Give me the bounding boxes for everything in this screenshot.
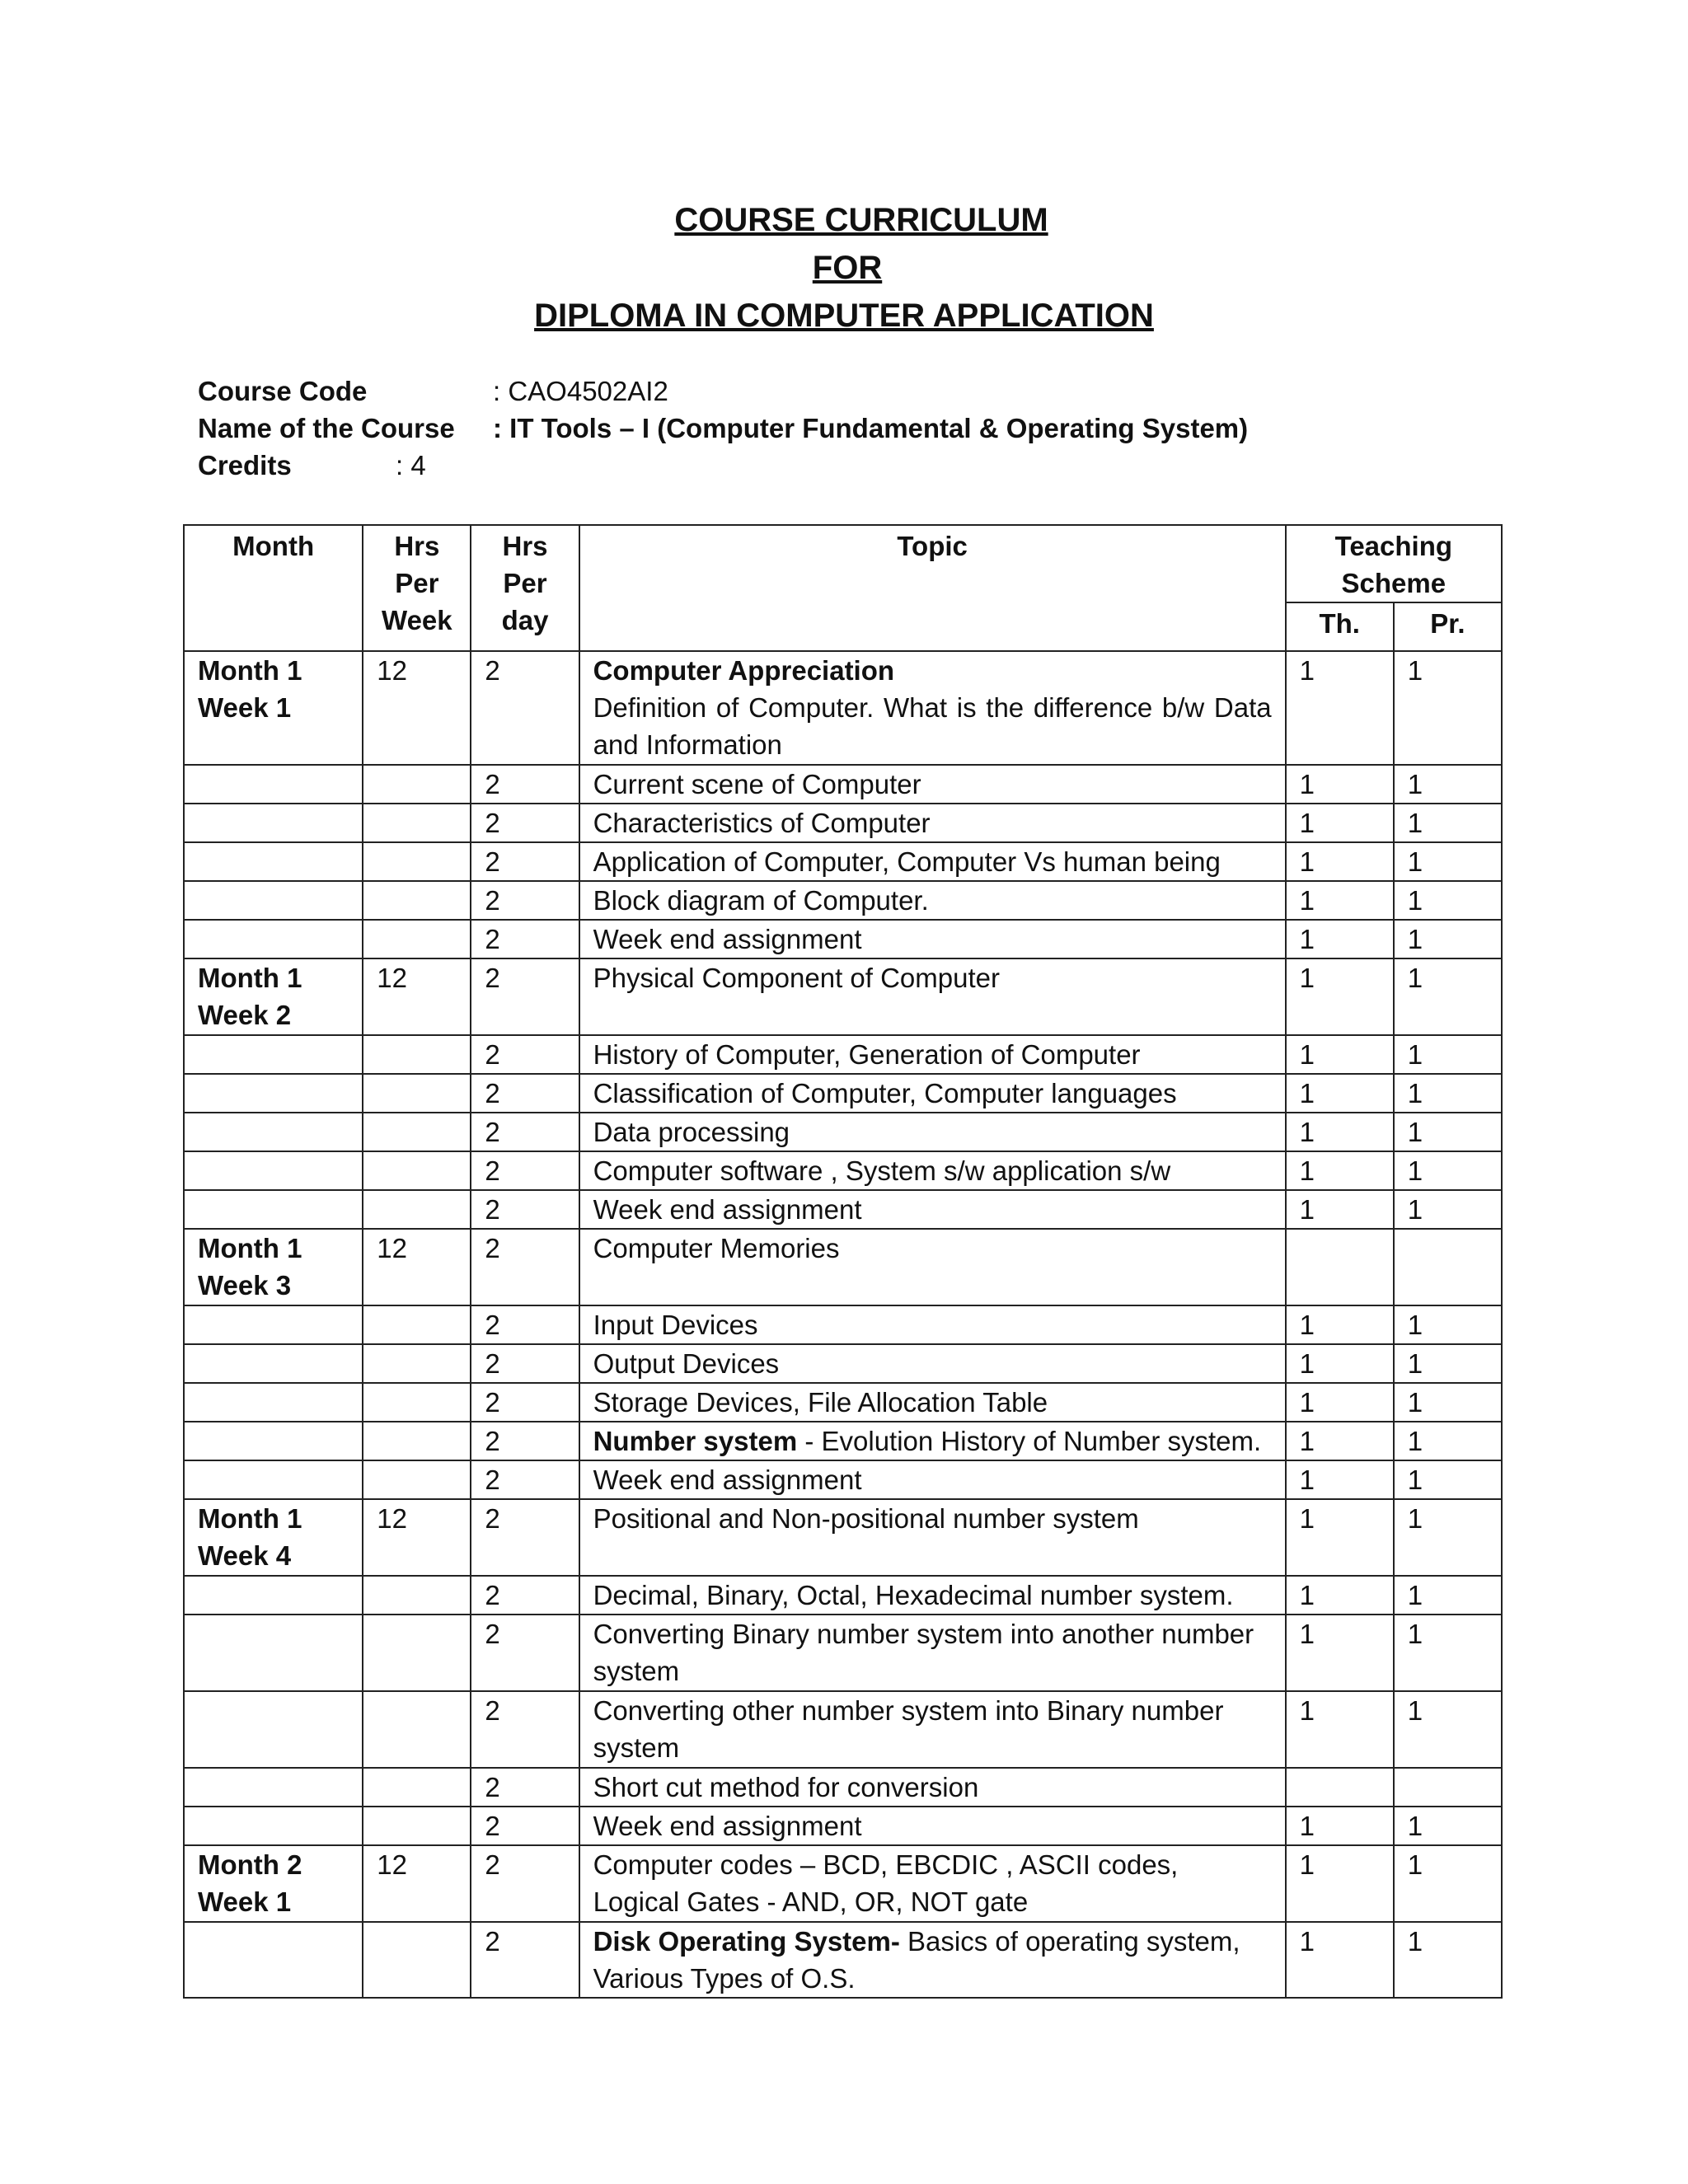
cell-month — [184, 920, 363, 958]
cell-hrs-per-day: 2 — [471, 1845, 579, 1922]
cell-month — [184, 1691, 363, 1768]
cell-theory: 1 — [1286, 1845, 1394, 1922]
cell-month: Month 1 Week 2 — [184, 958, 363, 1035]
cell-theory: 1 — [1286, 1922, 1394, 1998]
cell-hrs-per-week: 12 — [363, 1229, 471, 1305]
cell-practical: 1 — [1394, 804, 1502, 842]
cell-month: Month 1 Week 4 — [184, 1499, 363, 1576]
table-row — [184, 1190, 1502, 1229]
cell-topic: Converting other number system into Binary number system — [579, 1691, 1286, 1768]
cell-hrs-per-week — [363, 1922, 471, 1998]
cell-practical: 1 — [1394, 958, 1502, 1035]
table-row — [184, 1499, 1502, 1576]
cell-topic: Number system - Evolution History of Number system. — [579, 1422, 1286, 1460]
table-row — [184, 1229, 1502, 1305]
credits-value: : 4 — [396, 450, 426, 480]
cell-hrs-per-day: 2 — [471, 842, 579, 881]
cell-month — [184, 1305, 363, 1344]
course-code-label: Course Code — [198, 376, 368, 406]
cell-practical: 1 — [1394, 1576, 1502, 1615]
cell-practical: 1 — [1394, 1190, 1502, 1229]
cell-practical: 1 — [1394, 842, 1502, 881]
cell-hrs-per-day: 2 — [471, 1422, 579, 1460]
cell-theory: 1 — [1286, 1305, 1394, 1344]
cell-hrs-per-day: 2 — [471, 1691, 579, 1768]
cell-topic: Week end assignment — [579, 1807, 1286, 1845]
cell-hrs-per-day: 2 — [471, 1151, 579, 1190]
cell-topic: Computer Memories — [579, 1229, 1286, 1305]
cell-topic: Characteristics of Computer — [579, 804, 1286, 842]
cell-hrs-per-week — [363, 1422, 471, 1460]
cell-practical: 1 — [1394, 1383, 1502, 1422]
cell-hrs-per-week — [363, 1691, 471, 1768]
table-row — [184, 1460, 1502, 1499]
cell-month — [184, 1576, 363, 1615]
cell-topic: Computer Appreciation Definition of Computer. What is the difference b/w Data and Information — [579, 651, 1286, 765]
cell-topic: Short cut method for conversion — [579, 1768, 1286, 1807]
cell-theory: 1 — [1286, 1576, 1394, 1615]
cell-month — [184, 1768, 363, 1807]
table-row — [184, 1344, 1502, 1383]
cell-month — [184, 1190, 363, 1229]
cell-month — [184, 1035, 363, 1074]
cell-hrs-per-week — [363, 1615, 471, 1691]
cell-hrs-per-day: 2 — [471, 651, 579, 765]
cell-month — [184, 1074, 363, 1113]
cell-month: Month 2 Week 1 — [184, 1845, 363, 1922]
table-row — [184, 765, 1502, 804]
cell-month — [184, 804, 363, 842]
cell-topic: Physical Component of Computer — [579, 958, 1286, 1035]
cell-practical: 1 — [1394, 1344, 1502, 1383]
cell-topic: Computer software , System s/w application s/w — [579, 1151, 1286, 1190]
table-row — [184, 1922, 1502, 1998]
table-row — [184, 1845, 1502, 1922]
cell-theory — [1286, 1229, 1394, 1305]
cell-hrs-per-week — [363, 1768, 471, 1807]
cell-hrs-per-week — [363, 881, 471, 920]
cell-hrs-per-day: 2 — [471, 1576, 579, 1615]
cell-hrs-per-day: 2 — [471, 1922, 579, 1998]
cell-hrs-per-day: 2 — [471, 1229, 579, 1305]
header-hrs-per-day: Hrs Per day — [471, 525, 579, 651]
table-row — [184, 1305, 1502, 1344]
cell-topic: History of Computer, Generation of Computer — [579, 1035, 1286, 1074]
cell-hrs-per-week — [363, 1113, 471, 1151]
credits-label: Credits — [198, 450, 292, 480]
cell-theory: 1 — [1286, 1615, 1394, 1691]
cell-month — [184, 842, 363, 881]
cell-month — [184, 1460, 363, 1499]
cell-practical: 1 — [1394, 920, 1502, 958]
cell-hrs-per-day: 2 — [471, 1499, 579, 1576]
cell-hrs-per-day: 2 — [471, 1113, 579, 1151]
cell-practical: 1 — [1394, 1807, 1502, 1845]
cell-hrs-per-day: 2 — [471, 804, 579, 842]
table-row — [184, 1691, 1502, 1768]
cell-practical: 1 — [1394, 1035, 1502, 1074]
table-row — [184, 1807, 1502, 1845]
cell-month: Month 1 Week 3 — [184, 1229, 363, 1305]
cell-hrs-per-day: 2 — [471, 881, 579, 920]
cell-practical: 1 — [1394, 1074, 1502, 1113]
cell-practical — [1394, 1229, 1502, 1305]
table-row — [184, 1074, 1502, 1113]
cell-month — [184, 1383, 363, 1422]
cell-theory: 1 — [1286, 958, 1394, 1035]
cell-month — [184, 765, 363, 804]
cell-hrs-per-week — [363, 842, 471, 881]
cell-hrs-per-week — [363, 1190, 471, 1229]
table-row — [184, 1383, 1502, 1422]
cell-theory: 1 — [1286, 1074, 1394, 1113]
cell-hrs-per-week — [363, 1151, 471, 1190]
cell-theory: 1 — [1286, 1460, 1394, 1499]
header-practical: Pr. — [1394, 602, 1502, 651]
table-row — [184, 1576, 1502, 1615]
cell-theory: 1 — [1286, 1035, 1394, 1074]
document-title — [0, 196, 1688, 340]
cell-topic: Input Devices — [579, 1305, 1286, 1344]
cell-month — [184, 1807, 363, 1845]
cell-hrs-per-week — [363, 1344, 471, 1383]
cell-topic: Positional and Non-positional number system — [579, 1499, 1286, 1576]
cell-practical: 1 — [1394, 651, 1502, 765]
cell-practical: 1 — [1394, 765, 1502, 804]
cell-theory: 1 — [1286, 1344, 1394, 1383]
cell-hrs-per-day: 2 — [471, 765, 579, 804]
cell-practical: 1 — [1394, 1691, 1502, 1768]
cell-topic: Block diagram of Computer. — [579, 881, 1286, 920]
cell-hrs-per-week — [363, 804, 471, 842]
cell-hrs-per-week — [363, 765, 471, 804]
cell-hrs-per-week — [363, 1576, 471, 1615]
cell-month — [184, 1151, 363, 1190]
cell-topic: Storage Devices, File Allocation Table — [579, 1383, 1286, 1422]
cell-topic: Week end assignment — [579, 1460, 1286, 1499]
cell-practical: 1 — [1394, 1922, 1502, 1998]
table-row — [184, 842, 1502, 881]
cell-topic: Converting Binary number system into another number system — [579, 1615, 1286, 1691]
cell-practical: 1 — [1394, 1845, 1502, 1922]
course-name-label: Name of the Course — [198, 413, 455, 443]
cell-hrs-per-week — [363, 1807, 471, 1845]
table-row — [184, 1422, 1502, 1460]
cell-practical: 1 — [1394, 1460, 1502, 1499]
course-name-value: : IT Tools – I (Computer Fundamental & Operating System) — [493, 413, 1249, 443]
cell-month — [184, 1422, 363, 1460]
cell-theory: 1 — [1286, 1383, 1394, 1422]
cell-theory: 1 — [1286, 651, 1394, 765]
header-month: Month — [184, 525, 363, 651]
table-row — [184, 1768, 1502, 1807]
table-row — [184, 651, 1502, 765]
cell-practical: 1 — [1394, 1422, 1502, 1460]
table-row — [184, 1151, 1502, 1190]
cell-hrs-per-week — [363, 920, 471, 958]
cell-hrs-per-week — [363, 1305, 471, 1344]
cell-theory: 1 — [1286, 881, 1394, 920]
cell-topic: Current scene of Computer — [579, 765, 1286, 804]
header-teaching-scheme: Teaching Scheme — [1286, 525, 1502, 602]
cell-theory: 1 — [1286, 1422, 1394, 1460]
cell-hrs-per-day: 2 — [471, 1383, 579, 1422]
cell-theory: 1 — [1286, 1151, 1394, 1190]
cell-topic: Computer codes – BCD, EBCDIC , ASCII codes, Logical Gates - AND, OR, NOT gate — [579, 1845, 1286, 1922]
cell-theory: 1 — [1286, 1113, 1394, 1151]
cell-practical: 1 — [1394, 1113, 1502, 1151]
cell-hrs-per-day: 2 — [471, 1074, 579, 1113]
cell-hrs-per-week: 12 — [363, 1845, 471, 1922]
cell-hrs-per-day: 2 — [471, 1344, 579, 1383]
cell-hrs-per-week — [363, 1460, 471, 1499]
cell-topic: Data processing — [579, 1113, 1286, 1151]
cell-topic: Week end assignment — [579, 1190, 1286, 1229]
table-row — [184, 1615, 1502, 1691]
cell-hrs-per-day: 2 — [471, 920, 579, 958]
cell-topic: Output Devices — [579, 1344, 1286, 1383]
cell-hrs-per-day: 2 — [471, 1190, 579, 1229]
title-line-3: DIPLOMA IN COMPUTER APPLICATION — [534, 298, 1154, 334]
title-line-1: COURSE CURRICULUM — [674, 202, 1048, 238]
table-row — [184, 1113, 1502, 1151]
curriculum-table — [183, 524, 1503, 1999]
cell-hrs-per-week: 12 — [363, 958, 471, 1035]
cell-hrs-per-week: 12 — [363, 1499, 471, 1576]
cell-hrs-per-day: 2 — [471, 1035, 579, 1074]
cell-topic: Week end assignment — [579, 920, 1286, 958]
title-line-2: FOR — [812, 250, 883, 286]
cell-hrs-per-week — [363, 1035, 471, 1074]
cell-topic: Decimal, Binary, Octal, Hexadecimal number system. — [579, 1576, 1286, 1615]
header-topic: Topic — [579, 525, 1286, 651]
table-row — [184, 881, 1502, 920]
cell-hrs-per-day: 2 — [471, 1615, 579, 1691]
cell-practical — [1394, 1768, 1502, 1807]
cell-month — [184, 1615, 363, 1691]
cell-theory: 1 — [1286, 1807, 1394, 1845]
cell-hrs-per-day: 2 — [471, 958, 579, 1035]
course-code-value: : CAO4502AI2 — [493, 376, 668, 406]
cell-theory: 1 — [1286, 1499, 1394, 1576]
cell-practical: 1 — [1394, 1305, 1502, 1344]
cell-practical: 1 — [1394, 1615, 1502, 1691]
cell-hrs-per-day: 2 — [471, 1807, 579, 1845]
cell-month — [184, 1113, 363, 1151]
cell-month — [184, 881, 363, 920]
cell-hrs-per-day: 2 — [471, 1305, 579, 1344]
table-row — [184, 1035, 1502, 1074]
cell-theory: 1 — [1286, 842, 1394, 881]
cell-topic: Application of Computer, Computer Vs human being — [579, 842, 1286, 881]
cell-practical: 1 — [1394, 881, 1502, 920]
cell-theory: 1 — [1286, 1691, 1394, 1768]
cell-month — [184, 1922, 363, 1998]
cell-practical: 1 — [1394, 1499, 1502, 1576]
cell-hrs-per-week — [363, 1074, 471, 1113]
cell-theory: 1 — [1286, 804, 1394, 842]
cell-hrs-per-week: 12 — [363, 651, 471, 765]
cell-theory: 1 — [1286, 1190, 1394, 1229]
cell-hrs-per-week — [363, 1383, 471, 1422]
table-row — [184, 920, 1502, 958]
cell-topic: Classification of Computer, Computer languages — [579, 1074, 1286, 1113]
header-theory: Th. — [1286, 602, 1394, 651]
cell-hrs-per-day: 2 — [471, 1460, 579, 1499]
cell-theory: 1 — [1286, 765, 1394, 804]
cell-topic: Disk Operating System- Basics of operating system, Various Types of O.S. — [579, 1922, 1286, 1998]
cell-theory — [1286, 1768, 1394, 1807]
table-row — [184, 804, 1502, 842]
table-row — [184, 958, 1502, 1035]
cell-month: Month 1 Week 1 — [184, 651, 363, 765]
header-hrs-per-week: Hrs Per Week — [363, 525, 471, 651]
cell-hrs-per-day: 2 — [471, 1768, 579, 1807]
cell-month — [184, 1344, 363, 1383]
cell-theory: 1 — [1286, 920, 1394, 958]
cell-practical: 1 — [1394, 1151, 1502, 1190]
